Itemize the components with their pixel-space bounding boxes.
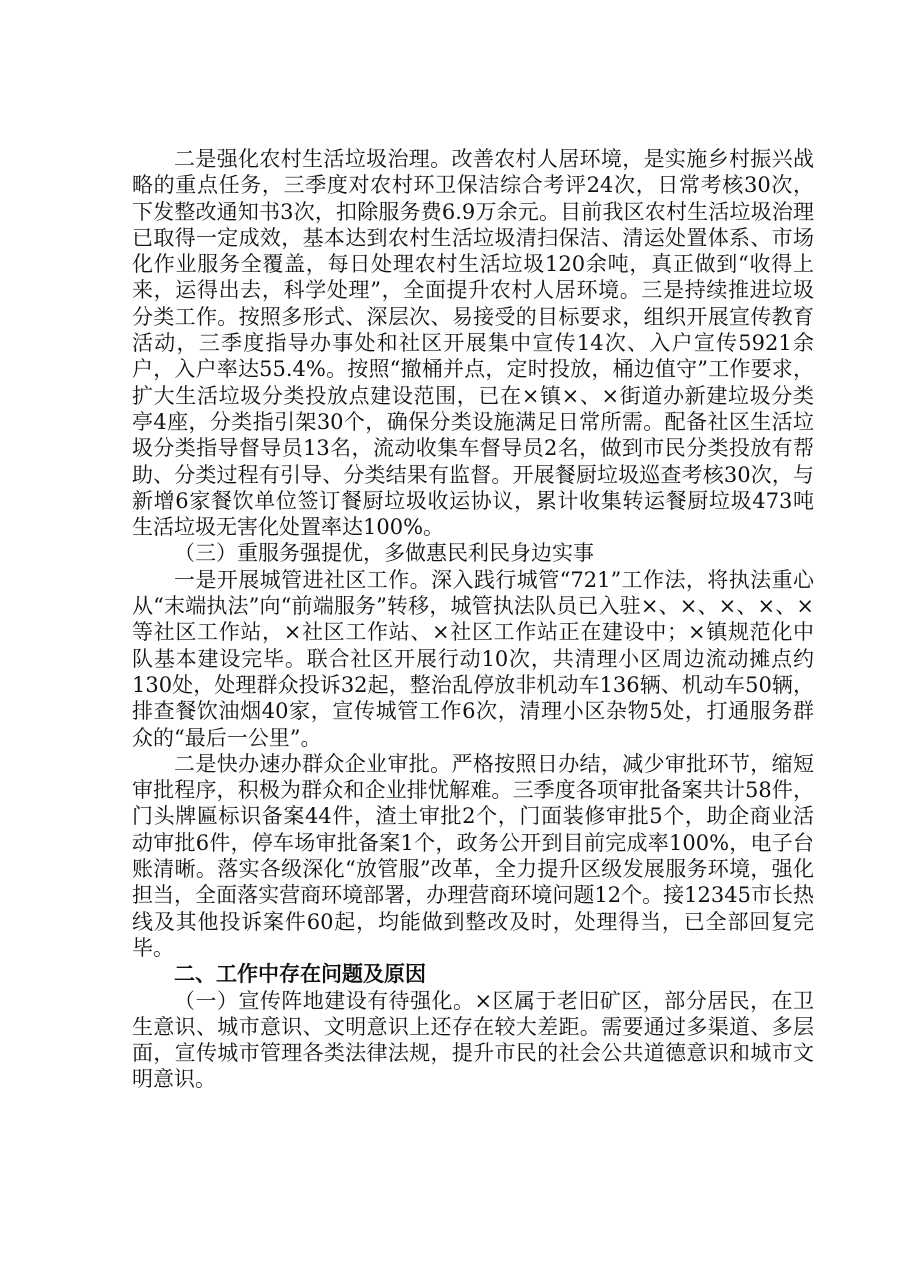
section-heading-service: （三）重服务强提优，多做惠民利民身边实事 <box>174 541 594 566</box>
paragraph-community-enforcement: 一是开展城管进社区工作。深入践行城管“721”工作法，将执法重心从“末端执法”向“前端服务”转移，城管执法队员已入驻×、×、×、×、×等社区工作站，×社区工作站、×社区工作站正在建设中；×镇规范化中队基本建设完毕。联合社区开展行动10次，共清理小区周边流动摊点约130处，处理群众投诉32起，整治乱停放非机动车136辆、机动车50辆，排查餐饮油烟40家，宣传城管工作6次，清理小区杂物5处，打通服务群众的“最后一公里”。 <box>132 567 814 750</box>
paragraph-publicity: （一）宣传阵地建设有待强化。×区属于老旧矿区，部分居民，在卫生意识、城市意识、文明意识上还存在较大差距。需要通过多渠道、多层面，宣传城市管理各类法律法规，提升市民的社会公共道德意识和城市文明意识。 <box>132 988 814 1092</box>
paragraph-rural-garbage: 二是强化农村生活垃圾治理。改善农村人居环境，是实施乡村振兴战略的重点任务，三季度对农村环卫保洁综合考评24次，日常考核30次，下发整改通知书3次，扣除服务费6.9万余元。目前我区农村生活垃圾治理已取得一定成效，基本达到农村生活垃圾清扫保洁、清运处置体系、市场化作业服务全覆盖，每日处理农村生活垃圾120余吨，真正做到“收得上来，运得出去，科学处理”，全面提升农村人居环境。三是持续推进垃圾分类工作。按照多形式、深层次、易接受的目标要求，组织开展宣传教育活动，三季度指导办事处和社区开展集中宣传14次、入户宣传5921余户，入户率达55.4%。按照“撤桶并点，定时投放，桶边值守”工作要求，扩大生活垃圾分类投放点建设范围，已在×镇×、×街道办新建垃圾分类亭4座，分类指引架30个，确保分类设施满足日常所需。配备社区生活垃圾分类指导督导员13名，流动收集车督导员2名，做到市民分类投放有帮助、分类过程有引导、分类结果有监督。开展餐厨垃圾巡查考核30次，与新增6家餐饮单位签订餐厨垃圾收运协议，累计收集转运餐厨垃圾473吨生活垃圾无害化处置率达100%。 <box>132 147 814 540</box>
section-heading-problems: 二、工作中存在问题及原因 <box>174 961 426 987</box>
paragraph-approvals: 二是快办速办群众企业审批。严格按照日办结，减少审批环节，缩短审批程序，积极为群众和企业排忧解难。三季度各项审批备案共计58件，门头牌匾标识备案44件，渣土审批2个，门面装修审批5个，助企商业活动审批6件，停车场审批备案1个，政务公开到目前完成率100%，电子台账清晰。落实各级深化“放管服”改革，全力提升区级发展服务环境，强化担当，全面落实营商环境部署，办理营商环境问题12个。接12345市长热线及其他投诉案件60起，均能做到整改及时，处理得当，已全部回复完毕。 <box>132 751 814 960</box>
document-page <box>132 146 814 1093</box>
